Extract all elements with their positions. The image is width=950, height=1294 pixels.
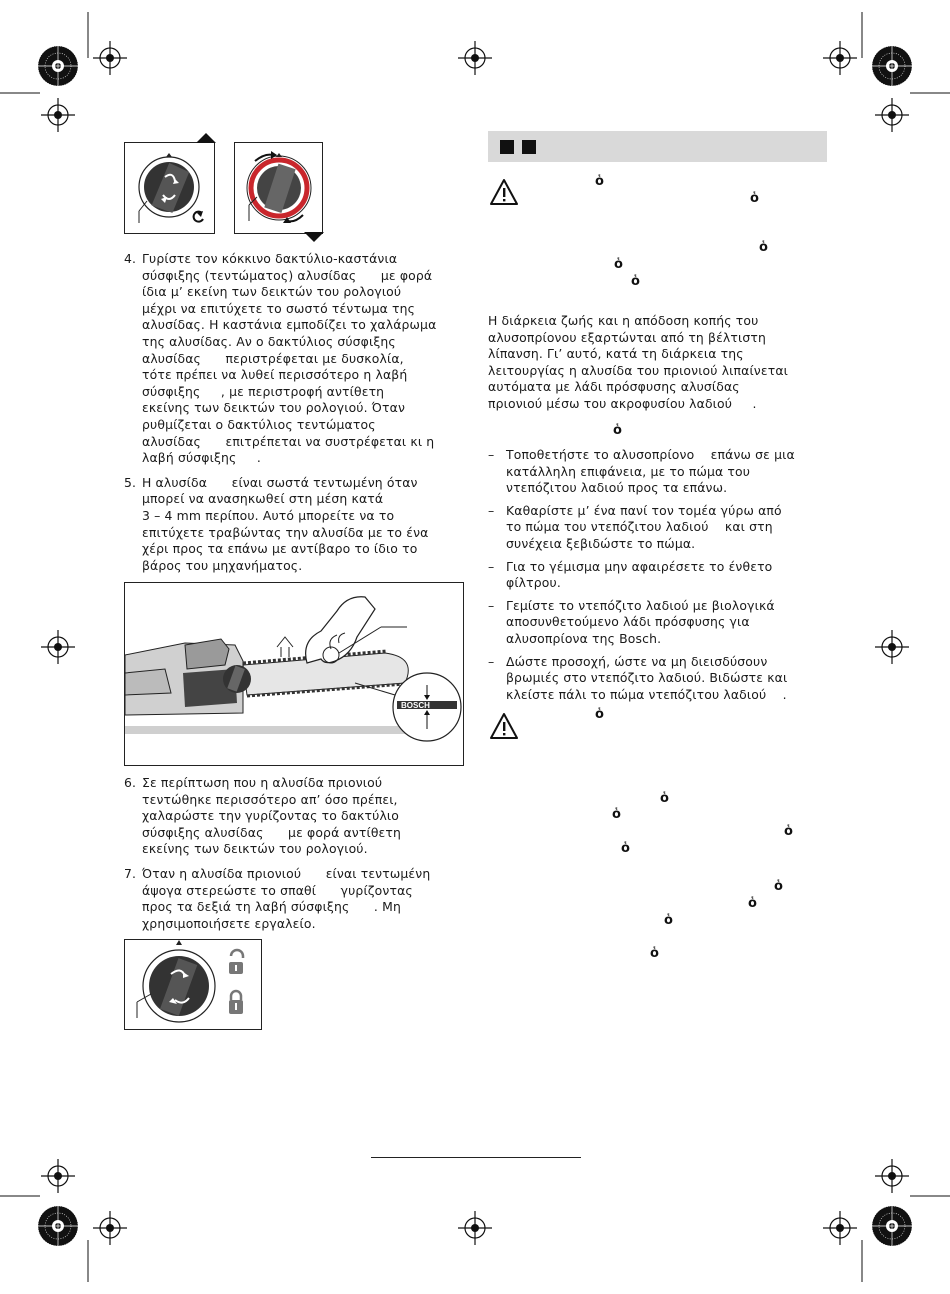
oil-step [488, 447, 833, 497]
glyph-marker: ὁ [774, 879, 783, 894]
step-4-line: σύσφιξης (τεντώματος) αλυσίδας με φορά [142, 267, 433, 283]
oil-step-line: Καθαρίστε μ’ ένα πανί τον τομέα γύρω από [506, 502, 782, 518]
step-6-line: τεντώθηκε περισσότερο απ’ όσο πρέπει, [142, 791, 398, 807]
knob-illustration [125, 143, 214, 233]
glyph-marker: ὁ [612, 807, 621, 822]
oil-step-line: ντεπόζιτου λαδιού προς τα επάνω. [506, 480, 728, 496]
step-6-line: εκείνης των δεικτών του ρολογιού. [142, 841, 368, 857]
step-6-line: σύσφιξης αλυσίδας με φορά αντίθετη [142, 824, 402, 840]
oil-step-line: κατάλληλη επιφάνεια, με το πώμα του [506, 463, 751, 479]
oil-step-line: Για το γέμισμα μην αφαιρέσετε το ένθετο [506, 558, 773, 574]
step-number: 7. [124, 865, 137, 881]
locking-knob-illustration [125, 940, 261, 1029]
oil-step-line: αλυσοπρίονα της Bosch. [506, 630, 662, 646]
oil-step-line: βρωμιές στο ντεπόζιτο λαδιού. Βιδώστε και [506, 670, 788, 686]
step-5 [124, 475, 469, 575]
intro-line: λίπανση. Γι’ αυτό, κατά τη διάρκεια της [488, 346, 744, 362]
step-5-line: Η αλυσίδα είναι σωστά τεντωμένη όταν [142, 474, 418, 490]
glyph-marker: ὁ [595, 707, 604, 722]
step-4 [124, 251, 469, 467]
step-4-line: σύσφιξης , με περιστροφή αντίθετη [142, 383, 385, 399]
chain-logo-text: BOSCH [401, 701, 430, 710]
glyph-marker: ὁ [613, 423, 622, 438]
chain-tension-check-figure [124, 582, 464, 766]
oil-step-line: το πώμα του ντεπόζιτου λαδιού και στη [506, 519, 773, 535]
oil-step-line: κλείστε πάλι το πώμα ντεπόζιτου λαδιού . [506, 686, 787, 702]
step-7-line: προς τα δεξιά τη λαβή σύσφιξης . Μη [142, 899, 401, 915]
step-4-line: εκείνης των δεικτών του ρολογιού. Όταν [142, 400, 406, 416]
step-4-line: αλυσίδας. Η καστάνια εμποδίζει το χαλάρωμα [142, 317, 437, 333]
step-5-line: βάρος του μηχανήματος. [142, 557, 303, 573]
step-4-line: αλυσίδας περιστρέφεται με δυσκολία, [142, 350, 404, 366]
step-number: 6. [124, 775, 137, 790]
glyph-marker: ὁ [759, 240, 768, 255]
unlock-icon [229, 950, 243, 974]
glyph-marker: ὁ [595, 174, 604, 189]
lock-icon [229, 991, 243, 1014]
glyph-marker: ὁ [650, 946, 659, 961]
oil-step-line: Γεμίστε το ντεπόζιτο λαδιού με βιολογικά [506, 597, 775, 613]
step-4-line: τότε πρέπει να λυθεί περισσότερο η λαβή [142, 367, 408, 383]
locking-knob-figure [124, 939, 262, 1030]
step-7 [124, 866, 469, 932]
dash-marker: – [488, 558, 495, 574]
glyph-marker: ὁ [748, 896, 757, 911]
dash-marker: – [488, 597, 495, 613]
steps-4-5 [124, 251, 469, 582]
section-header-bar [488, 131, 827, 162]
step-7-line: άψογα στερεώστε το σπαθί γυρίζοντας [142, 882, 413, 898]
step-4-line: της αλυσίδας. Αν ο δακτύλιος σύσφιξης [142, 333, 396, 349]
oil-step [488, 598, 833, 648]
intro-line: αλυσοπρίονου εξαρτώνται από τη βέλτιστη [488, 329, 766, 345]
step-6-line: χαλαρώστε την γυρίζοντας το δακτύλιο [142, 808, 399, 824]
step-5-line: μπορεί να ανασηκωθεί στη μέση κατά [142, 491, 384, 507]
step-number: 4. [124, 251, 137, 266]
intro-line: πριονιού μέσω του ακροφυσίου λαδιού . [488, 395, 757, 411]
footer-rule [371, 1157, 581, 1158]
page-corner-arrow-up [196, 131, 216, 143]
oil-step-line: φίλτρου. [506, 575, 561, 591]
step-4-line: μέχρι να επιτύχετε το σωστό τέντωμα της [142, 300, 416, 316]
glyph-marker: ὁ [614, 257, 623, 272]
step-5-line: 3 – 4 mm περίπου. Αυτό μπορείτε να το [142, 507, 395, 523]
chainsaw-illustration [125, 583, 463, 765]
dash-marker: – [488, 653, 495, 669]
step-4-line: λαβή σύσφιξης . [142, 450, 261, 466]
glyph-marker: ὁ [750, 191, 759, 206]
oil-step [488, 559, 833, 592]
step-6-line: Σε περίπτωση που η αλυσίδα πριονιού [142, 775, 383, 790]
page-corner-arrow-down [304, 232, 324, 244]
step-4-line: Γυρίστε τον κόκκινο δακτύλιο-καστάνια [142, 251, 398, 266]
step-7-line: Όταν η αλυσίδα πριονιού είναι τεντωμένη [142, 865, 431, 881]
dash-marker: – [488, 502, 495, 518]
step-6 [124, 775, 469, 858]
glyph-marker: ὁ [631, 274, 640, 289]
tension-knob-figure [124, 142, 215, 234]
glyph-marker: ὁ [664, 913, 673, 928]
steps-6-7 [124, 775, 469, 940]
header-square [522, 140, 536, 154]
oil-step-line: Τοποθετήστε το αλυσοπρίονο επάνω σε μια [506, 447, 795, 462]
red-ring-figure [234, 142, 323, 234]
glyph-marker: ὁ [621, 841, 630, 856]
dash-marker: – [488, 447, 495, 462]
step-4-line: ρυθμίζεται ο δακτύλιος τεντώματος [142, 416, 376, 432]
step-4-line: αλυσίδας επιτρέπεται να συστρέφεται κι η [142, 433, 435, 449]
oil-step-line: αποσυνθετούμενο λάδι πρόσφυσης για [506, 614, 750, 630]
warning-icon [489, 712, 519, 740]
step-5-line: επιτύχετε τραβώντας την αλυσίδα με το ένα [142, 524, 429, 540]
step-5-line: χέρι προς τα επάνω με αντίβαρο το ίδιο το [142, 541, 418, 557]
header-square [500, 140, 514, 154]
lubrication-intro [488, 313, 833, 413]
oil-filling-steps [488, 447, 833, 709]
step-7-line: χρησιμοποιήσετε εργαλείο. [142, 915, 316, 931]
step-number: 5. [124, 474, 137, 490]
step-4-line: ίδια μ’ εκείνη των δεικτών του ρολογιού [142, 284, 402, 300]
intro-line: λειτουργίας η αλυσίδα του πριονιού λιπαίνεται [488, 362, 788, 378]
oil-step-line: συνέχεια ξεβιδώστε το πώμα. [506, 535, 696, 551]
oil-step-line: Δώστε προσοχή, ώστε να μη διεισδύσουν [506, 653, 768, 669]
glyph-marker: ὁ [660, 791, 669, 806]
intro-line: αυτόματα με λάδι πρόσφυσης αλυσίδας [488, 379, 740, 395]
glyph-marker: ὁ [784, 824, 793, 839]
oil-step [488, 503, 833, 553]
warning-icon [489, 178, 519, 206]
oil-step [488, 654, 833, 704]
red-ring-illustration [235, 143, 322, 233]
intro-line: Η διάρκεια ζωής και η απόδοση κοπής του [488, 313, 759, 328]
